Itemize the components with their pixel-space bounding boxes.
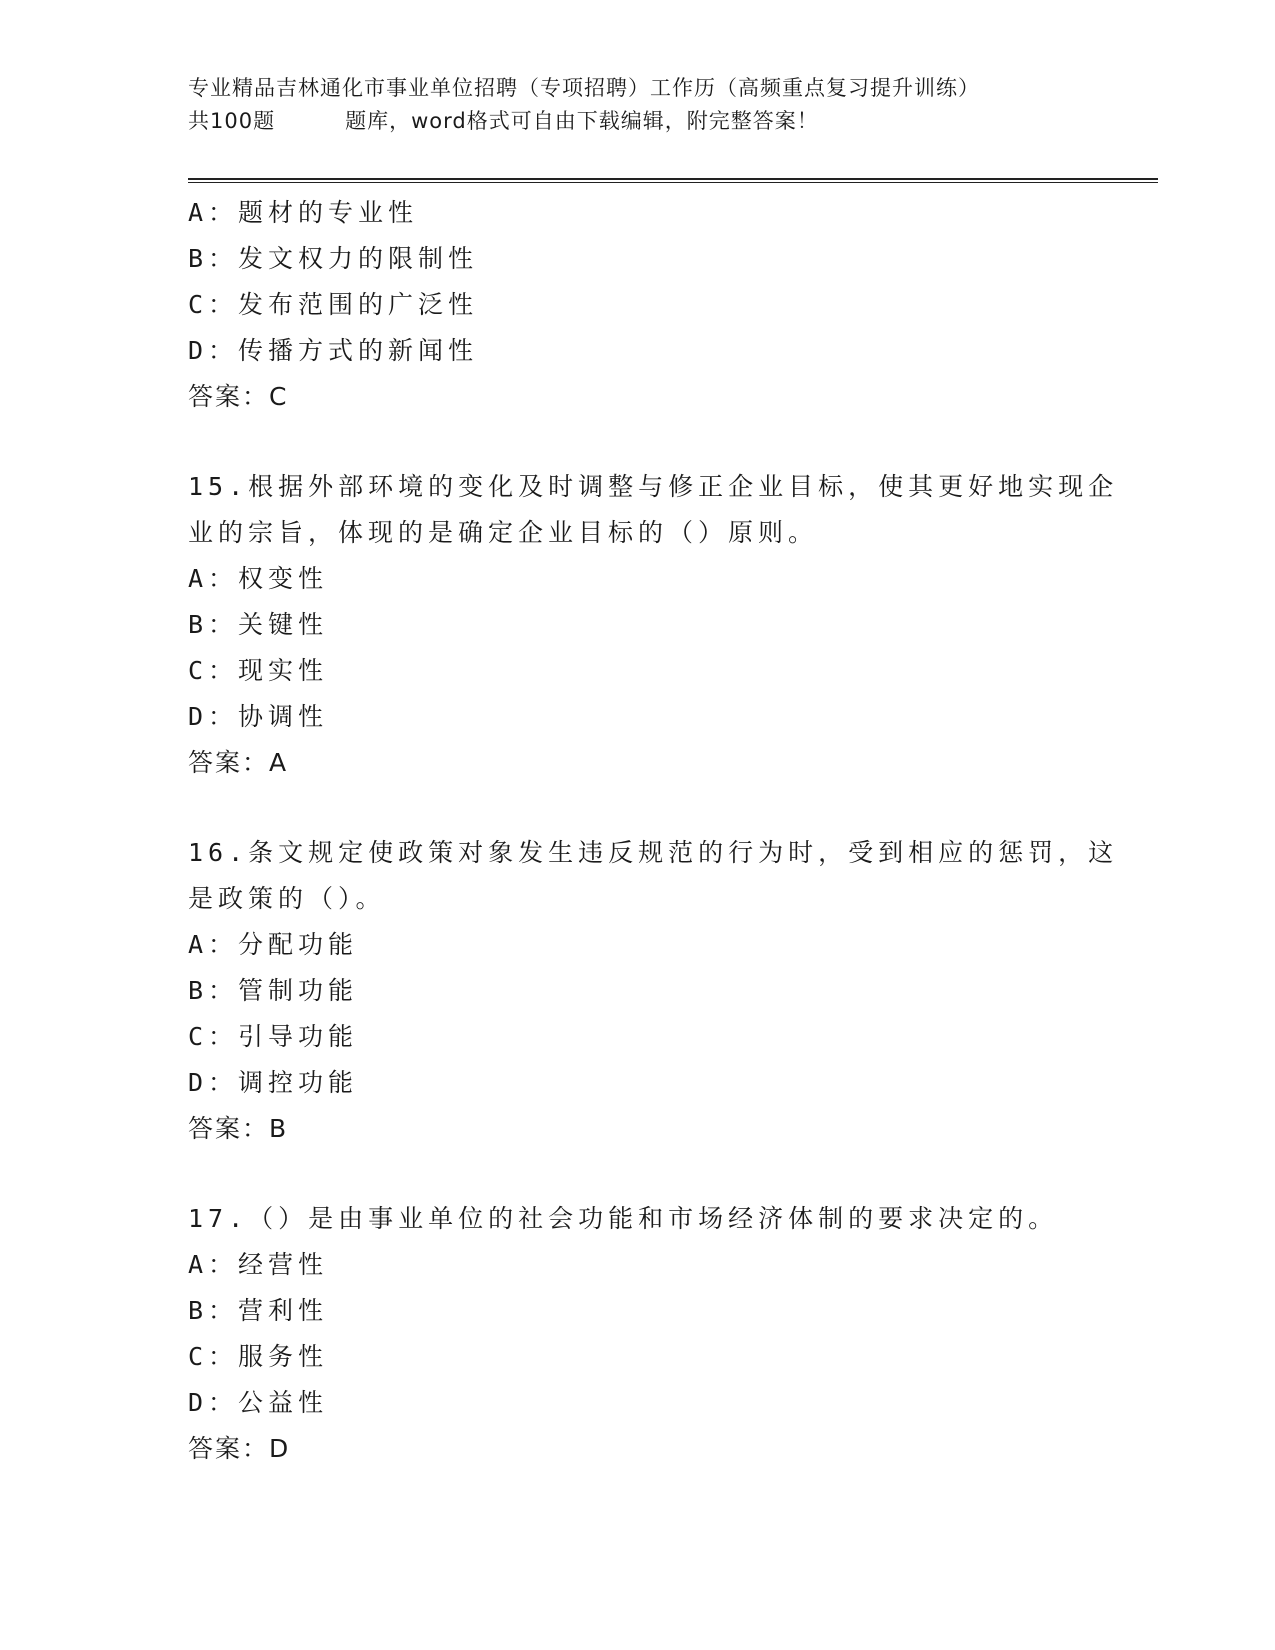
option-d: D：协调性 [188, 702, 329, 731]
question-block-16 [188, 830, 1119, 1152]
question-stem: 17.（）是由事业单位的社会功能和市场经济体制的要求决定的。 [188, 1204, 1059, 1233]
question-block-17 [188, 1196, 1088, 1472]
option-d: D：传播方式的新闻性 [188, 336, 479, 365]
option-a: A：经营性 [188, 1250, 329, 1279]
answer-line: 答案：C [188, 382, 289, 411]
option-b: B：发文权力的限制性 [188, 244, 479, 273]
header-divider [188, 178, 1158, 180]
question-stem: 是政策的（）。 [188, 884, 386, 913]
option-a: A：题材的专业性 [188, 198, 419, 227]
header-count: 共100题 [188, 109, 276, 133]
option-b: B：营利性 [188, 1296, 329, 1325]
question-stem: 业的宗旨，体现的是确定企业目标的（）原则。 [188, 518, 819, 547]
option-d: D：调控功能 [188, 1068, 359, 1097]
option-c: C：现实性 [188, 656, 329, 685]
header-title: 专业精品吉林通化市事业单位招聘（专项招聘）工作历（高频重点复习提升训练） [188, 76, 980, 100]
option-c: C：发布范围的广泛性 [188, 290, 479, 319]
question-list [188, 190, 1119, 1472]
question-stem: 15.根据外部环境的变化及时调整与修正企业目标，使其更好地实现企 [188, 472, 1119, 501]
answer-line: 答案：B [188, 1114, 289, 1143]
question-block-15 [188, 464, 1119, 786]
question-block-14-partial [188, 190, 1088, 420]
option-a: A：分配功能 [188, 930, 359, 959]
answer-line: 答案：A [188, 748, 289, 777]
option-b: B：管制功能 [188, 976, 359, 1005]
header-note: 题库，word格式可自由下载编辑，附完整答案！ [345, 109, 819, 133]
option-a: A：权变性 [188, 564, 329, 593]
header-divider-thin [188, 182, 1158, 183]
option-d: D：公益性 [188, 1388, 329, 1417]
question-stem: 16.条文规定使政策对象发生违反规范的行为时，受到相应的惩罚，这 [188, 838, 1119, 867]
option-c: C：引导功能 [188, 1022, 359, 1051]
answer-line: 答案：D [188, 1434, 291, 1463]
option-c: C：服务性 [188, 1342, 329, 1371]
document-header [188, 72, 1158, 138]
header-subtitle [188, 105, 1158, 138]
option-b: B：关键性 [188, 610, 329, 639]
